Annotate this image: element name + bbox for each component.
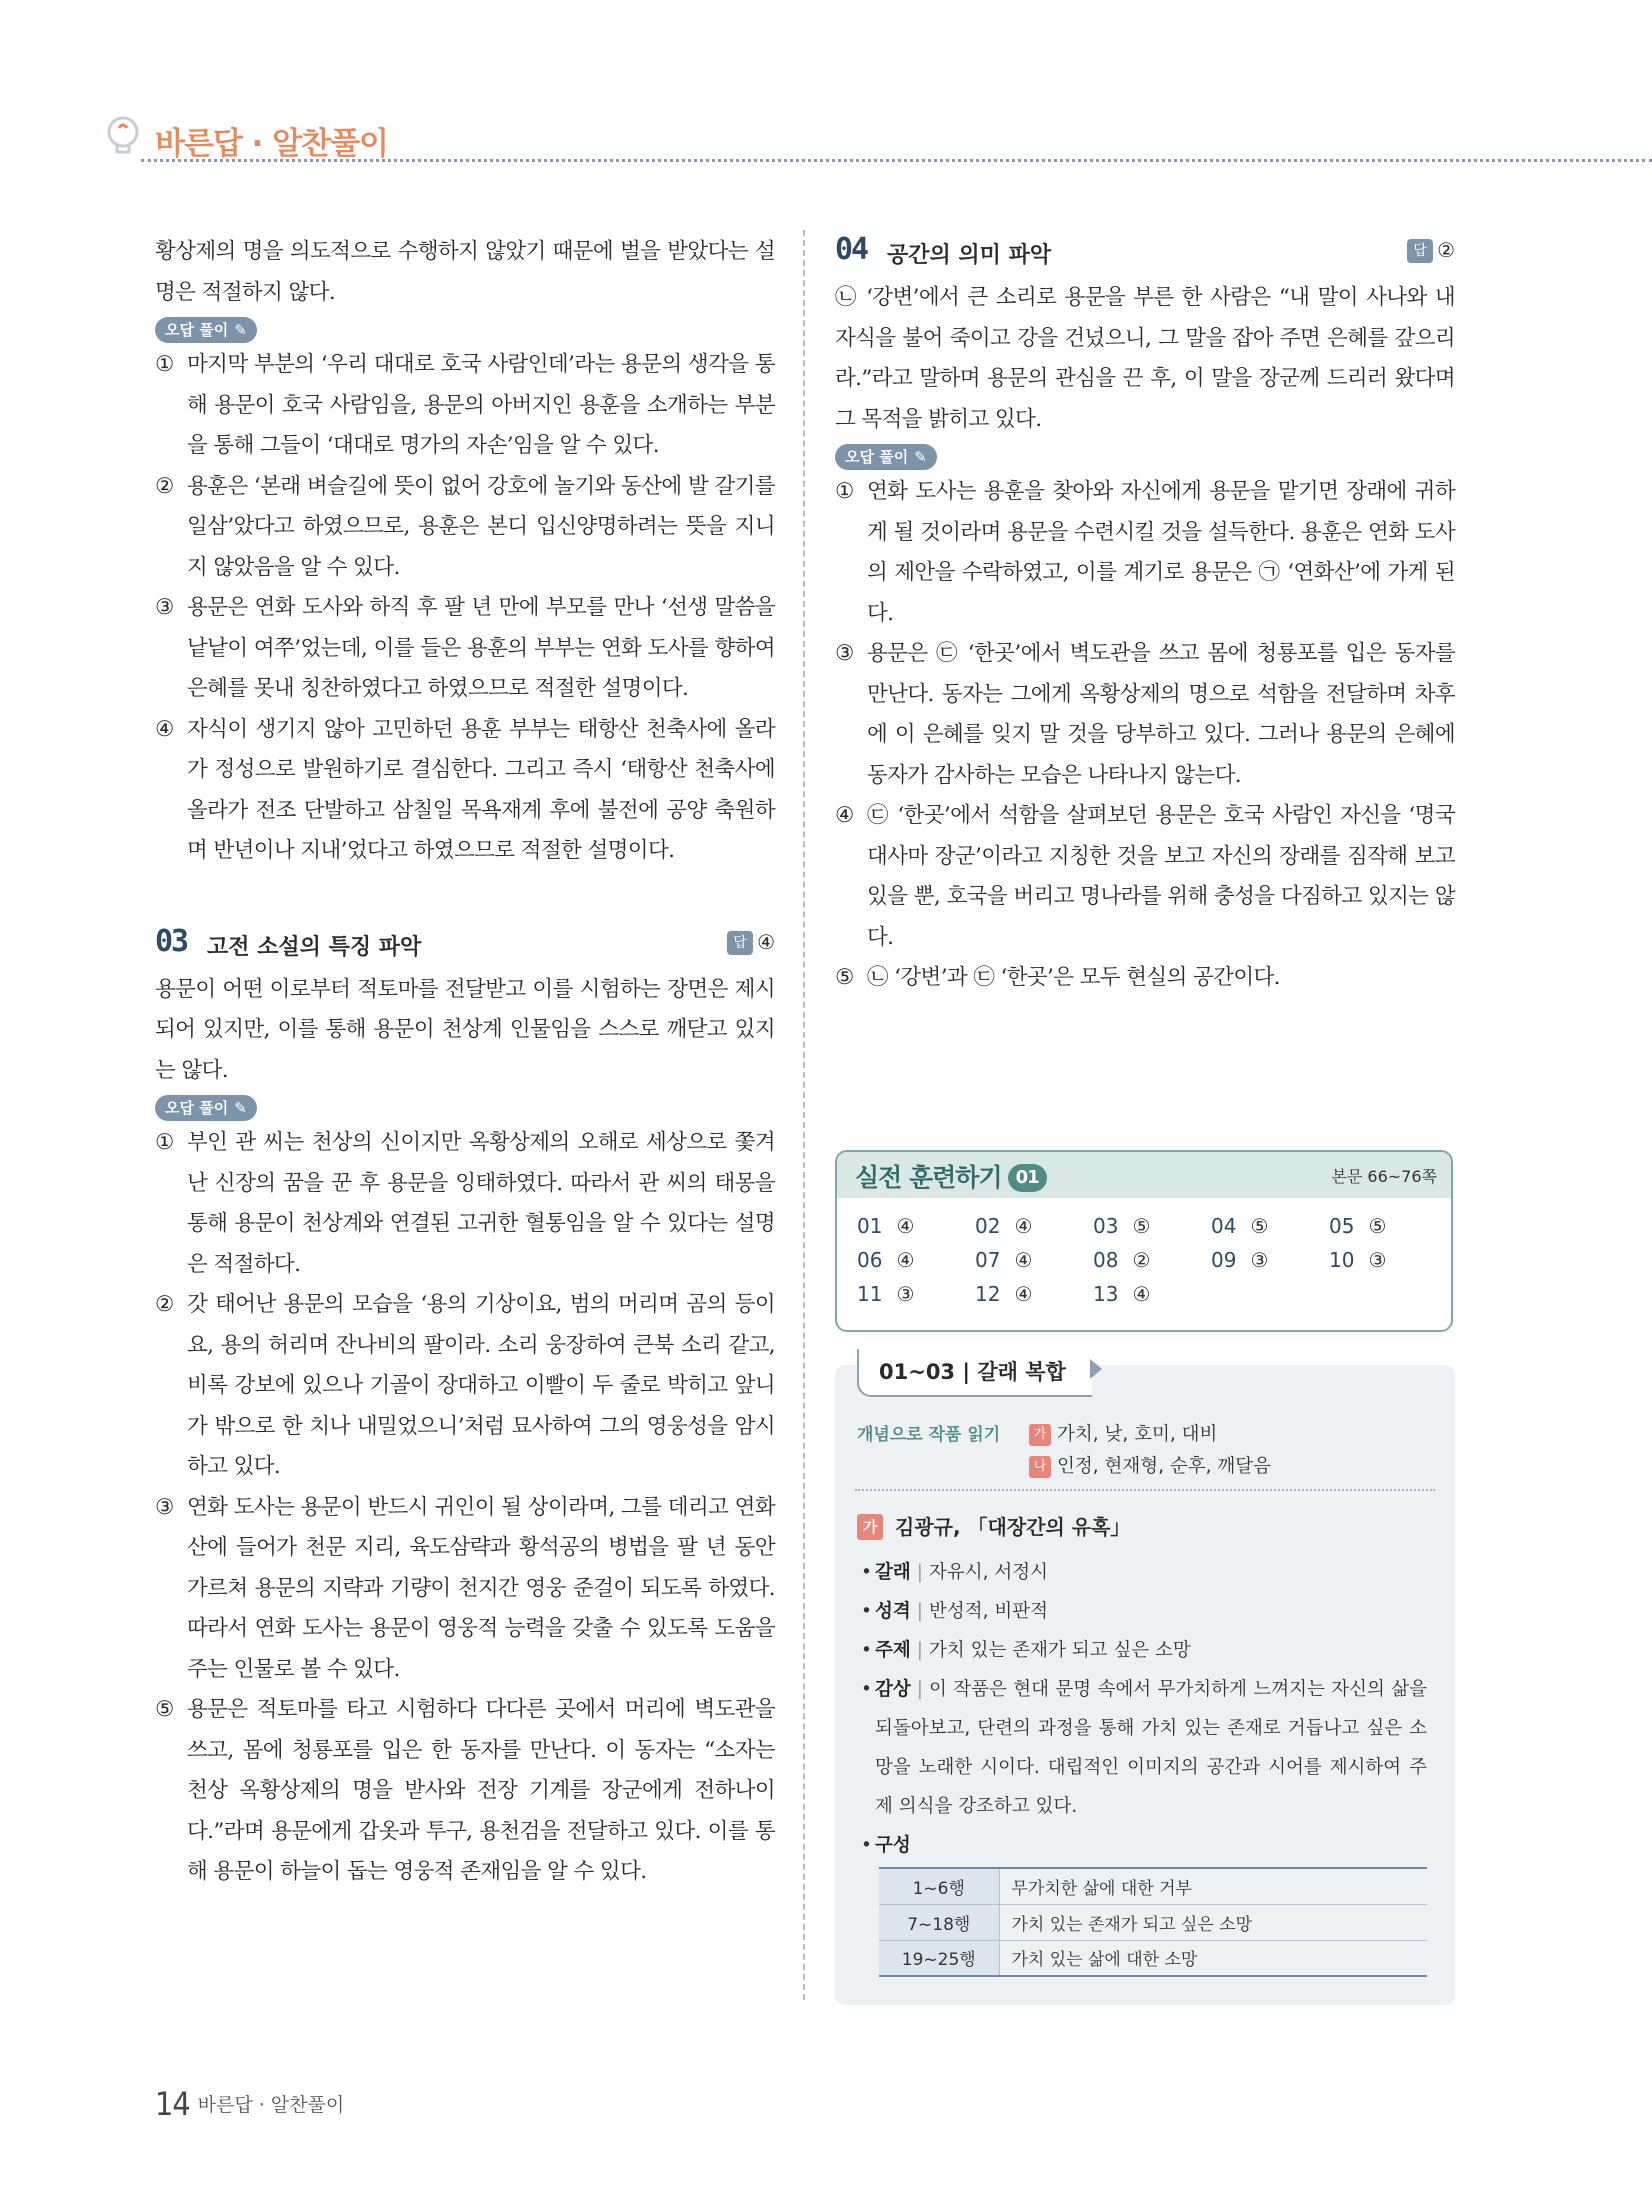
question-number: 04 [1211,1214,1237,1238]
question-number: 04 [835,232,868,267]
question-number: 10 [1329,1248,1355,1272]
work-title-text: 김광규, 「대장간의 유혹」 [895,1515,1131,1539]
question-number: 07 [975,1248,1001,1272]
item-text: 용문은 연화 도사와 하직 후 팔 년 만에 부모를 만나 ‘선생 말씀을 낱낱이 여쭈’었는데, 이를 들은 용훈의 부부는 연화 도사를 향하여 은혜를 못내 칭찬하였다고 하였으므로 적절한 설명이다. [187,595,775,701]
right-column [835,232,1455,999]
explanation-item [155,1123,775,1285]
item-text: 부인 관 씨는 천상의 신이지만 옥황상제의 오해로 세상으로 쫓겨난 신장의 꿈을 꾼 후 용문을 잉태하였다. 따라서 관 씨의 태몽을 통해 용문이 천상계와 연결된 고귀한 혈통임을 알 수 있다는 설명은 적절하다. [187,1130,775,1277]
answer-value: ③ [896,1282,915,1306]
item-text: 연화 도사는 용문이 반드시 귀인이 될 상이라며, 그를 데리고 연화산에 들어가 천문 지리, 육도삼략과 황석공의 병법을 팔 년 동안 가르쳐 용문의 지략과 기량이 천지간 영웅 준걸이 되도록 하였다. 따라서 연화 도사는 용문이 영웅적 능력을 갖출 수 있도록 도움을 주는 인물로 볼 수 있다. [187,1494,775,1682]
answer-tag: 답 [1407,239,1433,263]
header-title-a: 바른답 [155,126,242,162]
item-text: 연화 도사는 용훈을 찾아와 자신에게 용문을 맡기면 장래에 귀하게 될 것이라며 용문을 수련시킬 것을 설득한다. 용훈은 연화 도사의 제안을 수락하였고, 이를 계기로 용문은 ㉠ ‘연화산’에 가게 된다. [867,479,1455,626]
question-number: 02 [975,1214,1001,1238]
left-column [155,232,775,1893]
item-text: 자식이 생기지 않아 고민하던 용훈 부부는 태항산 천축사에 올라가 정성으로 발원하기로 결심한다. 그리고 즉시 ‘태항산 천축사에 올라가 전조 단발하고 삼칠일 목욕재계 후에 불전에 공양 축원하며 반년이나 지내’었다고 하였으므로 적절한 설명이다. [187,716,775,863]
item-text: 마지막 부분의 ‘우리 대대로 호국 사람인데’라는 용문의 생각을 통해 용문이 호국 사람임을, 용문의 아버지인 용훈을 소개하는 부분을 통해 그들이 ‘대대로 명가의 자손’임을 알 수 있다. [187,352,775,458]
answer-cell [975,1248,1093,1272]
question-03-header [155,924,775,970]
answer-cell [975,1282,1093,1306]
property-value: 가치 있는 존재가 되고 싶은 소망 [928,1640,1191,1661]
answer-value: ③ [1368,1248,1387,1272]
question-number: 03 [155,923,188,959]
wrong-answer-badge [155,317,257,343]
page-number: 14 [155,2085,190,2123]
answer-value: ② [1437,238,1455,262]
answer-cell [1093,1214,1211,1238]
lightbulb-icon [105,114,145,160]
structure-label: 구성 [875,1835,911,1856]
answer-value: ④ [1014,1282,1033,1306]
badge-label: 오답 풀이 [165,1099,229,1117]
line-range: 19~25행 [879,1940,999,1976]
training-title-text: 실전 훈련하기 [855,1163,1002,1192]
header-title [155,118,388,163]
explanation-item [155,1488,775,1691]
question-number: 01 [857,1214,883,1238]
footer-text: 바른답 · 알찬풀이 [197,2094,345,2116]
answer-value: ④ [896,1248,915,1272]
question-title: 공간의 의미 파악 [887,243,1052,268]
item-number: ③ [155,1494,174,1520]
wrong-answer-list [835,472,1455,999]
answer-value: ⑤ [1368,1214,1387,1238]
question-number: 08 [1093,1248,1119,1272]
item-text: 용문은 ㉢ ‘한곳’에서 벽도관을 쓰고 몸에 청룡포를 입은 동자를 만난다. 동자는 그에게 옥황상제의 명으로 석함을 전달하며 차후에 이 은혜를 잊지 말 것을 당부하고 있다. 그러나 용문의 은혜에 동자가 감사하는 모습은 나타나지 않는다. [867,641,1455,788]
wrong-answer-list [155,1123,775,1893]
question-number: 12 [975,1282,1001,1306]
intro-paragraph: 황상제의 명을 의도적으로 수행하지 않았기 때문에 벌을 받았다는 설명은 적절하지 않다. [155,239,775,305]
pencil-icon: ✎ [914,448,927,466]
property-key: 주제 [875,1640,911,1661]
property-key: 성격 [875,1601,911,1622]
training-number: 01 [1008,1164,1047,1192]
answer-value: ④ [1014,1214,1033,1238]
answer-cell [857,1214,975,1238]
header-title-dot: · [241,126,273,162]
table-row [879,1868,1427,1904]
line-range: 1~6행 [879,1868,999,1904]
answer-value: ② [1132,1248,1151,1272]
line-range: 7~18행 [879,1904,999,1940]
answer-value: ④ [896,1214,915,1238]
page-footer [155,2085,344,2123]
question-number: 03 [1093,1214,1119,1238]
answer-indicator [727,930,775,955]
explanation-item [155,710,775,872]
property-value: 반성적, 비판적 [928,1601,1048,1622]
concept-text: 인정, 현재형, 순후, 깨달음 [1057,1456,1271,1477]
work-analysis-box [835,1360,1455,2005]
concept-text: 가치, 낮, 호미, 대비 [1057,1424,1218,1445]
item-number: ② [155,473,174,499]
section-tab [857,1349,1092,1397]
item-text: 용문은 적토마를 타고 시험하다 다다른 곳에서 머리에 벽도관을 쓰고, 몸에 청룡포를 입은 한 동자를 만난다. 이 동자는 “소자는 천상 옥황상제의 명을 받사와 전장 기계를 장군에게 전하나이다.”라며 용문에게 갑옷과 투구, 용천검을 전달하고 있다. 이를 통해 용문이 하늘이 돕는 영웅적 존재임을 알 수 있다. [187,1697,775,1884]
training-title [855,1158,1047,1194]
question-number: 11 [857,1282,883,1306]
answer-cell [1211,1248,1329,1272]
item-number: ⑤ [835,965,854,990]
explanation-item [155,345,775,467]
table-row [879,1904,1427,1940]
box-divider [855,1489,1435,1491]
explanation-item [835,472,1455,634]
page-header [105,112,1652,164]
property-row: • 주제 | 가치 있는 존재가 되고 싶은 소망 [861,1631,1427,1670]
header-title-b: 알찬풀이 [272,126,389,162]
property-value: 자유시, 서정시 [928,1562,1048,1583]
item-number: ③ [835,641,854,666]
item-number: ⑤ [155,1697,174,1722]
answer-value: ④ [757,929,775,954]
column-divider [803,230,805,2000]
property-value: 이 작품은 현대 문명 속에서 무가치하게 느껴지는 자신의 삶을 되돌아보고, 단련의 과정을 통해 가치 있는 존재로 거듭나고 싶은 소망을 노래한 시이다. 대립적인 이미지의 공간과 시어를 제시하여 주제 의식을 강조하고 있다. [875,1679,1427,1817]
line-desc: 무가치한 삶에 대한 거부 [999,1868,1427,1904]
item-number: ③ [155,595,174,620]
explanation-item [835,634,1455,796]
answer-value: ⑤ [1132,1214,1151,1238]
answer-cell [975,1214,1093,1238]
line-desc: 가치 있는 삶에 대한 소망 [1011,1950,1198,1971]
training-answer-box [835,1150,1453,1332]
explanation-item [835,796,1455,958]
item-number: ① [155,352,174,377]
answer-tag: 답 [727,931,753,955]
structure-table [879,1867,1427,1977]
item-number: ② [155,1292,174,1317]
answer-cell [1329,1214,1447,1238]
badge-label: 오답 풀이 [845,448,909,466]
answer-value: ④ [1132,1282,1151,1306]
answer-cell [1211,1214,1329,1238]
item-text: 갓 태어난 용문의 모습을 ‘용의 기상이요, 범의 머리며 곰의 등이요, 용의 허리며 잔나비의 팔이라. 소리 웅장하여 큰북 소리 같고, 비록 강보에 있으나 기골이 장대하고 이빨이 두 줄로 박히고 앞니가 밖으로 한 치나 내밀었으니’처럼 묘사하여 그의 영웅성을 암시하고 있다. [187,1292,775,1479]
explanation-item [155,1285,775,1488]
badge-label: 오답 풀이 [165,321,229,339]
property-key: 감상 [875,1679,911,1700]
answer-indicator [1407,238,1455,263]
work-tag: 가 [1029,1424,1051,1446]
answer-value: ③ [1250,1248,1269,1272]
work-tag: 가 [857,1514,883,1540]
answer-cell [1093,1282,1211,1306]
concept-label: 개념으로 작품 읽기 [857,1425,1001,1445]
explanation-item [155,1690,775,1893]
item-number: ① [835,479,854,504]
question-number: 09 [1211,1248,1237,1272]
work-tag: 나 [1029,1456,1051,1478]
question-number: 13 [1093,1282,1119,1306]
item-text: ㉡ ‘강변’과 ㉢ ‘한곳’은 모두 현실의 공간이다. [867,965,1280,990]
training-page-reference: 본문 66~76쪽 [1331,1167,1437,1186]
pencil-icon: ✎ [234,321,247,339]
work-title [857,1511,1130,1540]
question-title: 고전 소설의 특징 파악 [207,934,422,960]
property-key: 갈래 [875,1562,911,1583]
question-04-explanation: ㉡ ‘강변’에서 큰 소리로 용문을 부른 한 사람은 “내 말이 사나와 내 자식을 불어 죽이고 강을 건넜으니, 그 말을 잡아 주면 은혜를 갚으리라.”라고 말하며 용문의 관심을 끈 후, 이 말을 장군께 드리러 왔다며 그 목적을 밝히고 있다. [835,285,1455,432]
question-number: 06 [857,1248,883,1272]
answer-cell [857,1282,975,1306]
wrong-answer-list [155,345,775,872]
item-number: ④ [835,803,854,828]
question-number: 05 [1329,1214,1355,1238]
table-row [879,1940,1427,1976]
property-row: • 감상 | 이 작품은 현대 문명 속에서 무가치하게 느껴지는 자신의 삶을 되돌아보고, 단련의 과정을 통해 가치 있는 존재로 거듭나고 싶은 소망을 노래한 시이다. 대립적인 이미지의 공간과 시어를 제시하여 주제 의식을 강조하고 있다. [861,1670,1427,1826]
property-row: • 갈래 | 자유시, 서정시 [861,1553,1427,1592]
tab-arrow-icon [1090,1359,1102,1379]
answer-cell [1093,1248,1211,1272]
item-number: ④ [155,716,174,742]
line-desc: 가치 있는 존재가 되고 싶은 소망 [999,1904,1427,1940]
concept-row [1029,1419,1217,1451]
question-03-explanation: 용문이 어떤 이로부터 적토마를 전달받고 이를 시험하는 장면은 제시되어 있지만, 이를 통해 용문이 천상계 인물임을 스스로 깨닫고 있지는 않다. [155,976,775,1083]
training-header [837,1152,1451,1198]
explanation-item [835,958,1455,999]
wrong-answer-badge [835,444,937,470]
explanation-item [155,588,775,710]
item-text: ㉢ ‘한곳’에서 석함을 살펴보던 용문은 호국 사람인 자신을 ‘명국 대사마 장군’이라고 지칭한 것을 보고 자신의 장래를 짐작해 보고 있을 뿐, 호국을 버리고 명나라를 위해 충성을 다짐하고 있지는 않다. [867,803,1455,950]
answer-value: ④ [1014,1248,1033,1272]
property-row [861,1826,1427,1865]
concept-row [1029,1451,1271,1483]
property-row: • 성격 | 반성적, 비판적 [861,1592,1427,1631]
pencil-icon: ✎ [234,1099,247,1117]
answer-cell [1329,1248,1447,1272]
item-number: ① [155,1130,174,1155]
question-04-header [835,232,1455,278]
wrong-answer-badge [155,1095,257,1121]
item-text: 용훈은 ‘본래 벼슬길에 뜻이 없어 강호에 놀기와 동산에 발 갈기를 일삼’았다고 하였으므로, 용훈은 본디 입신양명하려는 뜻을 지니지 않았음을 알 수 있다. [187,473,775,580]
work-properties [861,1553,1427,1865]
header-divider [141,159,1652,162]
explanation-item [155,467,775,589]
answer-value: ⑤ [1250,1214,1269,1238]
section-tab-label: 01~03 | 갈래 복합 [879,1360,1066,1384]
answer-cell [857,1248,975,1272]
